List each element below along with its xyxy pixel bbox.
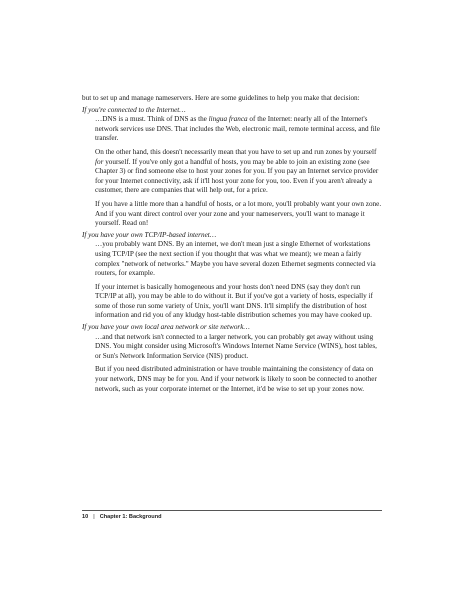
emphasis: for — [95, 157, 104, 166]
guideline-term: If you have your own TCP/IP-based internet… — [82, 230, 217, 239]
page-footer — [82, 510, 382, 520]
chapter-title: Chapter 1: Background — [99, 514, 162, 520]
intro-paragraph: but to set up and manage nameservers. Here are some guidelines to help you make that decision: — [82, 94, 360, 102]
guideline-list — [82, 106, 382, 395]
page-body — [82, 94, 382, 394]
guideline-paragraph: On the other hand, this doesn't necessarily mean that you have to set up and run zones by yourself for yourself. If you've only got a handful of hosts, you may be able to join an existing zone (see Chapter 3) or find someone else to host your zones for you. If you pay an Internet service provider for your Internet connectivity, ask if it'll host your zone for you, too. Even if you aren't already a customer, there are companies that will help out, for a price. — [95, 147, 379, 195]
emphasis: lingua franca — [208, 115, 248, 124]
page-number: 10 — [82, 514, 89, 520]
guideline-term: If you're connected to the Internet… — [82, 105, 186, 114]
guideline-paragraph: But if you need distributed administration or have trouble maintaining the consistency of data on your network, DNS may be for you. And if your network is likely to soon be connected to another network, such as your corporate internet or the Internet, it'd be wise to set up your zones now. — [95, 365, 377, 393]
guideline-paragraph: …you probably want DNS. By an internet, we don't mean just a single Ethernet of workstations using TCP/IP (see the next section if you thought that was what we meant); we mean a fairly complex "network of networks." Maybe you have several dozen Ethernet segments connected via routers, for example. — [95, 240, 376, 278]
guideline-paragraph: If your internet is basically homogeneous and your hosts don't need DNS (say they don't run TCP/IP at all), you may be able to do without it. But if you've got a variety of hosts, especially if some of those run some variety of Unix, you'll want DNS. It'll simplify the distribution of host information and rid you of any kludgy host-table distribution schemes you may have cooked up. — [95, 282, 373, 320]
guideline-paragraph: If you have a little more than a handful of hosts, or a lot more, you'll probably want your own zone. And if you want direct control over your zone and your nameservers, you'll want to manage it yourself. Read on! — [95, 199, 382, 228]
guideline-term: If you have your own local area network or site network… — [82, 323, 250, 332]
guideline-paragraph: …and that network isn't connected to a larger network, you can probably get away without using DNS. You might consider using Microsoft's Windows Internet Name Service (WINS), host tables, or Sun's Network Information Service (NIS) product. — [95, 332, 377, 360]
footer-separator: | — [93, 514, 95, 520]
guideline-paragraph: …DNS is a must. Think of DNS as the lingua franca of the Internet: nearly all of the Internet's network services use DNS. That includes the Web, electronic mail, remote terminal access, and file transfer. — [95, 115, 380, 143]
